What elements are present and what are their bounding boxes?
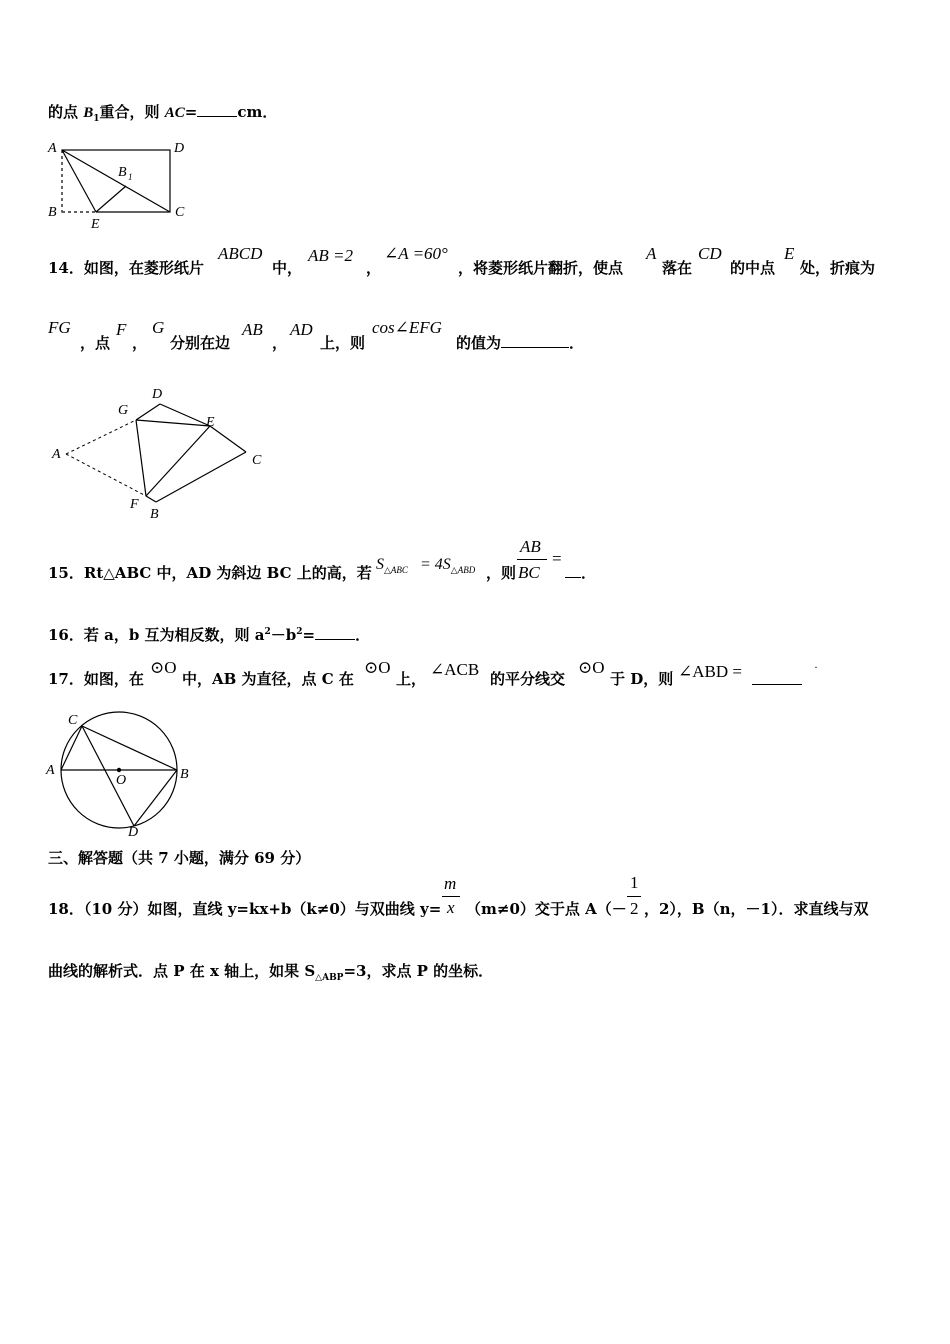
label-G: G: [118, 403, 129, 418]
answer-blank-15: [565, 563, 581, 578]
label-C: C: [175, 205, 185, 220]
figure-13-rectangle: [44, 138, 194, 230]
answer-blank-16: [315, 625, 355, 640]
label-B1: B: [118, 165, 127, 180]
label-B: B: [150, 507, 159, 522]
label-E: E: [206, 415, 215, 430]
label-B: B: [180, 767, 189, 782]
q13-line: 的点 $B_1$重合，则 AC= cm．: [48, 103, 278, 124]
fraction-bar-half: [627, 896, 641, 897]
label-D: D: [152, 387, 163, 402]
label-A: A: [52, 447, 61, 462]
label-O: O: [116, 773, 127, 788]
label-D: D: [174, 141, 185, 156]
answer-blank-17: [752, 670, 802, 685]
label-C: C: [68, 713, 78, 728]
section-3-heading: 三、解答题（共 7 小题，满分 69 分）: [48, 849, 311, 867]
label-B: B: [48, 205, 57, 220]
label-D: D: [128, 825, 139, 840]
fraction-bar: [517, 559, 547, 560]
q16: 16．若 a，b 互为相反数，则 $a^2-b^2=$ ．: [48, 626, 371, 644]
figure-17-circle: [44, 710, 204, 840]
answer-blank-14: [501, 333, 569, 348]
label-E: E: [91, 217, 100, 232]
answer-blank-13: [197, 102, 237, 117]
fraction-bar-m-x: [442, 896, 460, 897]
label-A: A: [46, 763, 55, 778]
label-A: A: [48, 141, 57, 156]
label-C: C: [252, 453, 262, 468]
label-B1-sub: 1: [128, 172, 133, 182]
q18-line2: 曲线的解析式．点 P 在 x 轴上，如果 $S_{\triangle ABP}=3$，求点 P 的坐标．: [48, 962, 494, 983]
label-F: F: [130, 497, 139, 512]
figure-14-rhombus: [48, 384, 278, 524]
